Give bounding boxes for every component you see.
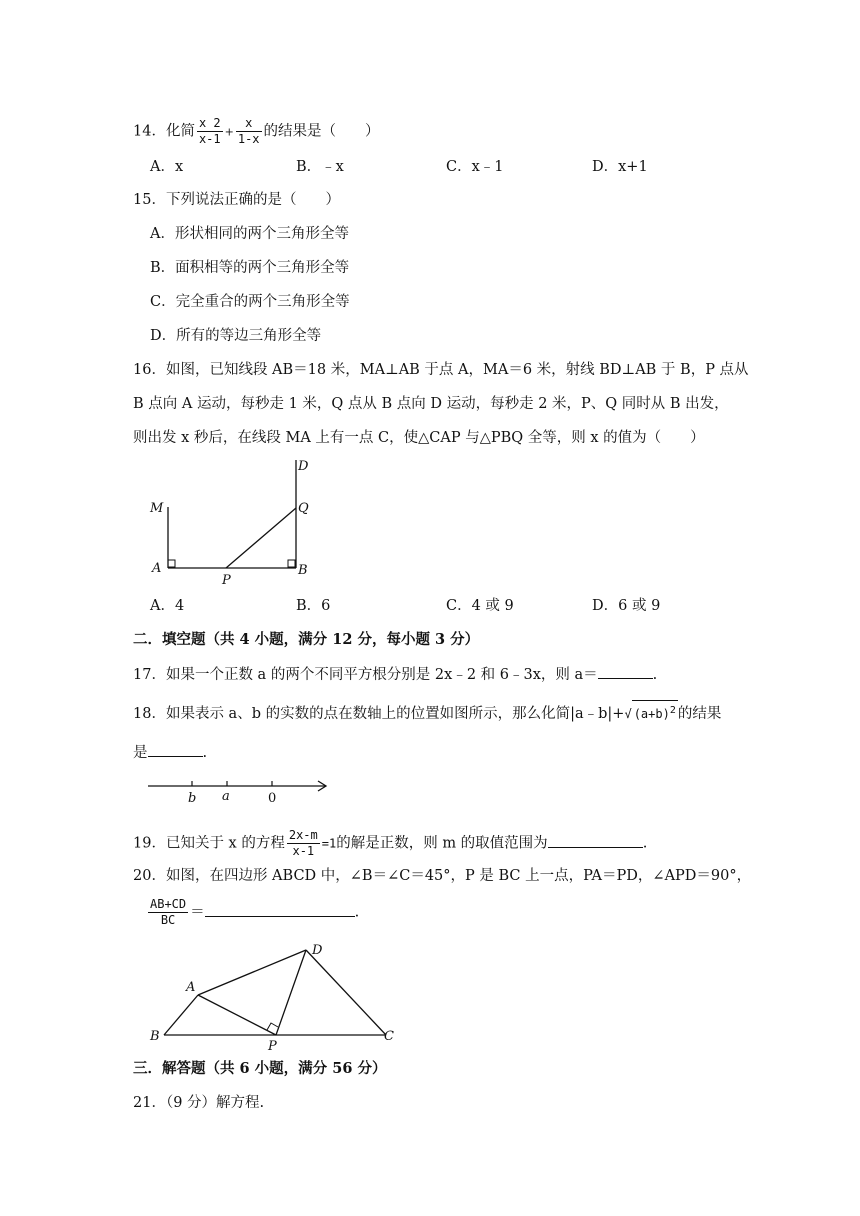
q18-line-2: 是 .	[133, 742, 207, 763]
label-c: C	[384, 1029, 394, 1044]
label-m: M	[150, 501, 164, 516]
section-3-heading: 三．解答题（共 6 小题，满分 56 分）	[133, 1060, 387, 1077]
q14-option-b[interactable]: B．﹣x	[296, 159, 344, 175]
segment-ad	[198, 950, 306, 995]
q15-option-d[interactable]: D．所有的等边三角形全等	[150, 328, 322, 344]
label-p: P	[268, 1039, 277, 1052]
label-d: D	[312, 943, 323, 958]
q15-option-a[interactable]: A．形状相同的两个三角形全等	[150, 226, 349, 242]
label-d: D	[298, 459, 309, 474]
label-zero: 0	[268, 791, 277, 806]
q14-option-d[interactable]: D．x+1	[592, 159, 648, 175]
right-angle-p	[267, 1023, 278, 1030]
q16-option-a[interactable]: A．4	[150, 598, 185, 614]
q18-answer-blank[interactable]	[148, 742, 203, 757]
q20-line-2: $\frac{AB+CD}{BC}$ ＝ .	[150, 897, 360, 927]
q15-stem: 15．下列说法正确的是（ ）	[133, 192, 340, 208]
q18-sqrt: √ $(a+b)^2$	[624, 700, 677, 724]
section-2-heading: 二．填空题（共 4 小题，满分 12 分，每小题 3 分）	[133, 631, 480, 648]
q19-fraction: $\frac{2x-m}{x-1}$	[288, 828, 318, 858]
label-q: Q	[298, 501, 309, 516]
q16-line-3: 则出发 x 秒后，在线段 MA 上有一点 C，使△CAP 与△PBQ 全等，则 x 的值为（ ）	[133, 430, 705, 446]
q20-fraction: $\frac{AB+CD}{BC}$	[150, 897, 187, 927]
q15-option-c[interactable]: C．完全重合的两个三角形全等	[150, 294, 350, 310]
q16-option-d[interactable]: D．6 或 9	[592, 598, 661, 614]
q20-figure	[146, 940, 400, 1052]
right-angle-a	[168, 560, 175, 567]
label-a: A	[152, 561, 162, 576]
q18-number-line	[146, 772, 332, 806]
q16-option-b[interactable]: B．6	[296, 598, 331, 614]
segment-dc	[306, 950, 386, 1035]
segment-ba	[164, 995, 198, 1035]
q14-fraction-1: $\frac{x 2}{x-1}$	[198, 116, 221, 146]
segment-pq	[226, 508, 296, 568]
q19-stem: 19．已知关于 x 的方程 $\frac{2x-m}{x-1}$ =1的解是正数，则 m 的取值范围为 .	[133, 828, 648, 858]
label-b: B	[150, 1029, 160, 1044]
label-b: b	[188, 791, 197, 806]
q19-answer-blank[interactable]	[548, 833, 643, 848]
q20-line-1: 20．如图，在四边形 ABCD 中，∠B＝∠C＝45°，P 是 BC 上一点，PA＝PD，∠APD＝90°，	[133, 868, 752, 884]
q16-figure	[140, 452, 330, 587]
right-angle-b	[288, 560, 295, 567]
label-b: B	[298, 563, 308, 578]
label-a: a	[222, 789, 230, 804]
segment-ap	[198, 995, 276, 1035]
q17-stem: 17．如果一个正数 a 的两个不同平方根分别是 2x﹣2 和 6﹣3x，则 a＝ .	[133, 664, 657, 685]
q20-answer-blank[interactable]	[205, 902, 355, 917]
q14-option-a[interactable]: A．x	[150, 159, 184, 175]
q16-line-1: 16．如图，已知线段 AB＝18 米，MA⊥AB 于点 A，MA＝6 米，射线 BD⊥AB 于 B，P 点从	[133, 362, 749, 378]
q14-stem: 14．化简 $\frac{x 2}{x-1}$ + $\frac{x}{1-x}$ 的结果是（ ）	[133, 116, 380, 146]
q18-stem: 18．如果表示 a、b 的实数的点在数轴上的位置如图所示，那么化简|a﹣b|+√ $(a+b)^2$ 的结果	[133, 700, 721, 724]
label-a: A	[186, 980, 196, 995]
q16-option-c[interactable]: C．4 或 9	[446, 598, 514, 614]
q21-stem: 21．（9 分）解方程.	[133, 1095, 265, 1111]
q14-option-c[interactable]: C．x﹣1	[446, 159, 504, 175]
segment-pd	[276, 950, 306, 1035]
q16-line-2: B 点向 A 运动，每秒走 1 米，Q 点从 B 点向 D 运动，每秒走 2 米，P、Q 同时从 B 出发，	[133, 396, 729, 412]
q15-option-b[interactable]: B．面积相等的两个三角形全等	[150, 260, 350, 276]
label-p: P	[222, 573, 231, 587]
q17-answer-blank[interactable]	[598, 664, 653, 679]
q14-fraction-2: $\frac{x}{1-x}$	[237, 116, 260, 146]
